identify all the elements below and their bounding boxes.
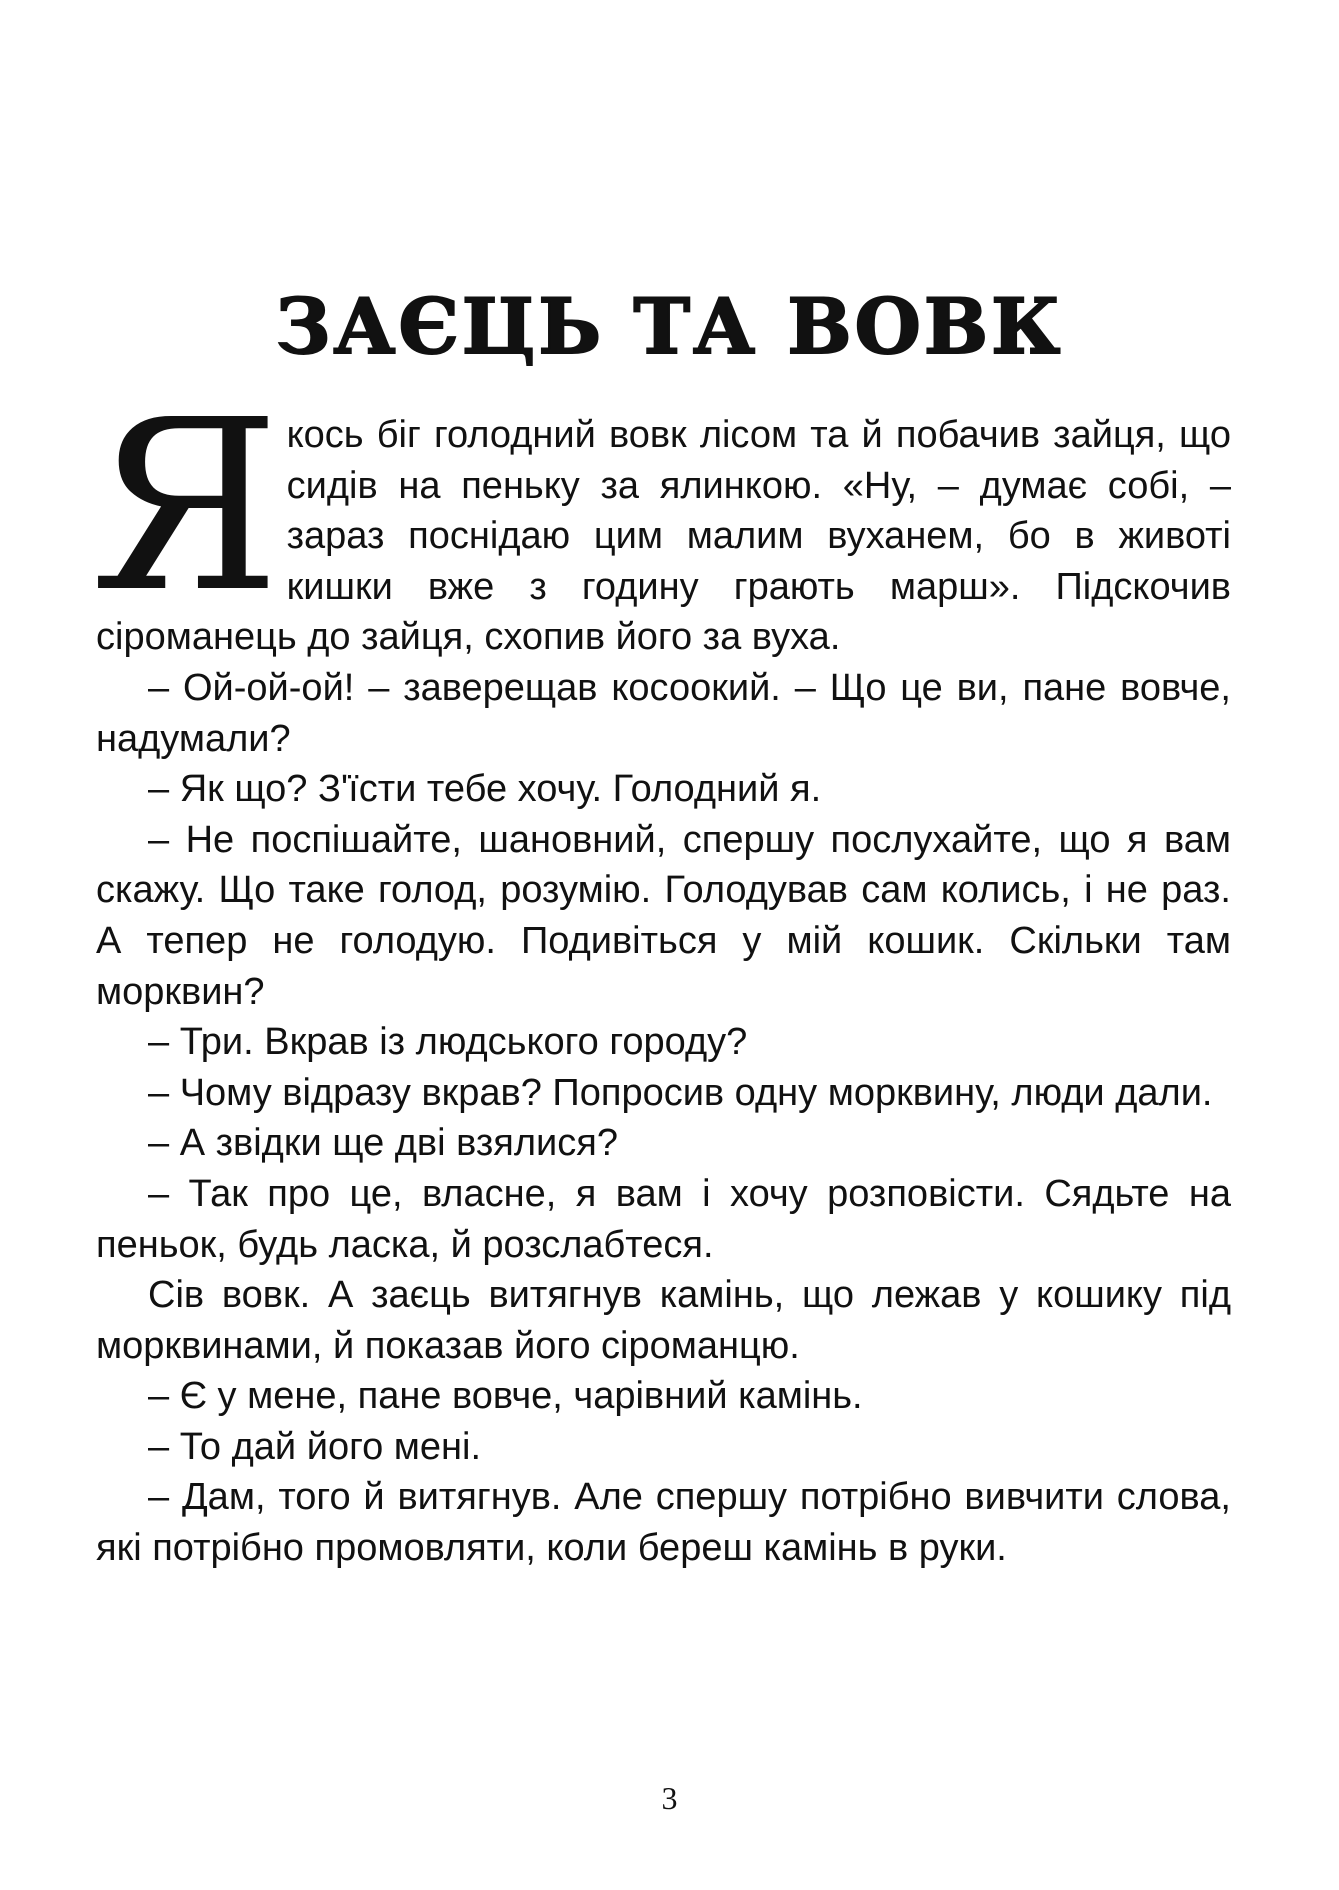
paragraph: – Є у мене, пане вовче, чарівний камінь.: [148, 1375, 863, 1418]
paragraph: – Дам, того й витягнув. Але спершу потрібно вивчити слова, які потрібно промовляти, коли береш камінь в руки.: [96, 1476, 1231, 1570]
paragraph: – Три. Вкрав із людського городу?: [148, 1021, 748, 1064]
paragraph: – То дай його мені.: [148, 1425, 482, 1468]
paragraph: – Чому відразу вкрав? Попросив одну морквину, люди дали.: [148, 1071, 1213, 1114]
paragraph: Сів вовк. А заєць витягнув камінь, що лежав у кошику під морквинами, й показав його сіроманцю.: [96, 1274, 1231, 1367]
paragraph: – Не поспішайте, шановний, спершу послухайте, що я вам скажу. Що таке голод, розумію. Голодував сам колись, і не раз. А тепер не голодую. Подивіться у мій кошик. Скільки там морквин?: [96, 818, 1231, 1013]
page-number: 3: [661, 1780, 678, 1816]
paragraph: – А звідки ще дві взялися?: [148, 1122, 618, 1165]
paragraph: – Ой-ой-ой! – заверещав косоокий. – Що це ви, пане вовче, надумали?: [96, 666, 1231, 760]
paragraph: – Як що? З'їсти тебе хочу. Голодний я.: [148, 768, 822, 811]
story-title: ЗАЄЦЬ ТА ВОВК: [275, 282, 1064, 371]
drop-cap-letter: Я: [90, 369, 281, 644]
first-paragraph: [90, 369, 1231, 663]
paragraph: – Так про це, власне, я вам і хочу розповісти. Сядьте на пеньок, будь ласка, й розслабтеся.: [96, 1172, 1231, 1266]
first-paragraph-text: кось біг голодний вовк лісом та й побачив зайця, що сидів на пеньку за ялинкою. «Ну, – думає собі, – зараз поснідаю цим малим вуханем, бо в животі кишки вже з годину грають марш». Підскочив сіроманець до зайця, схопив його за вуха.: [96, 414, 1231, 659]
story-text: [90, 369, 1231, 1574]
